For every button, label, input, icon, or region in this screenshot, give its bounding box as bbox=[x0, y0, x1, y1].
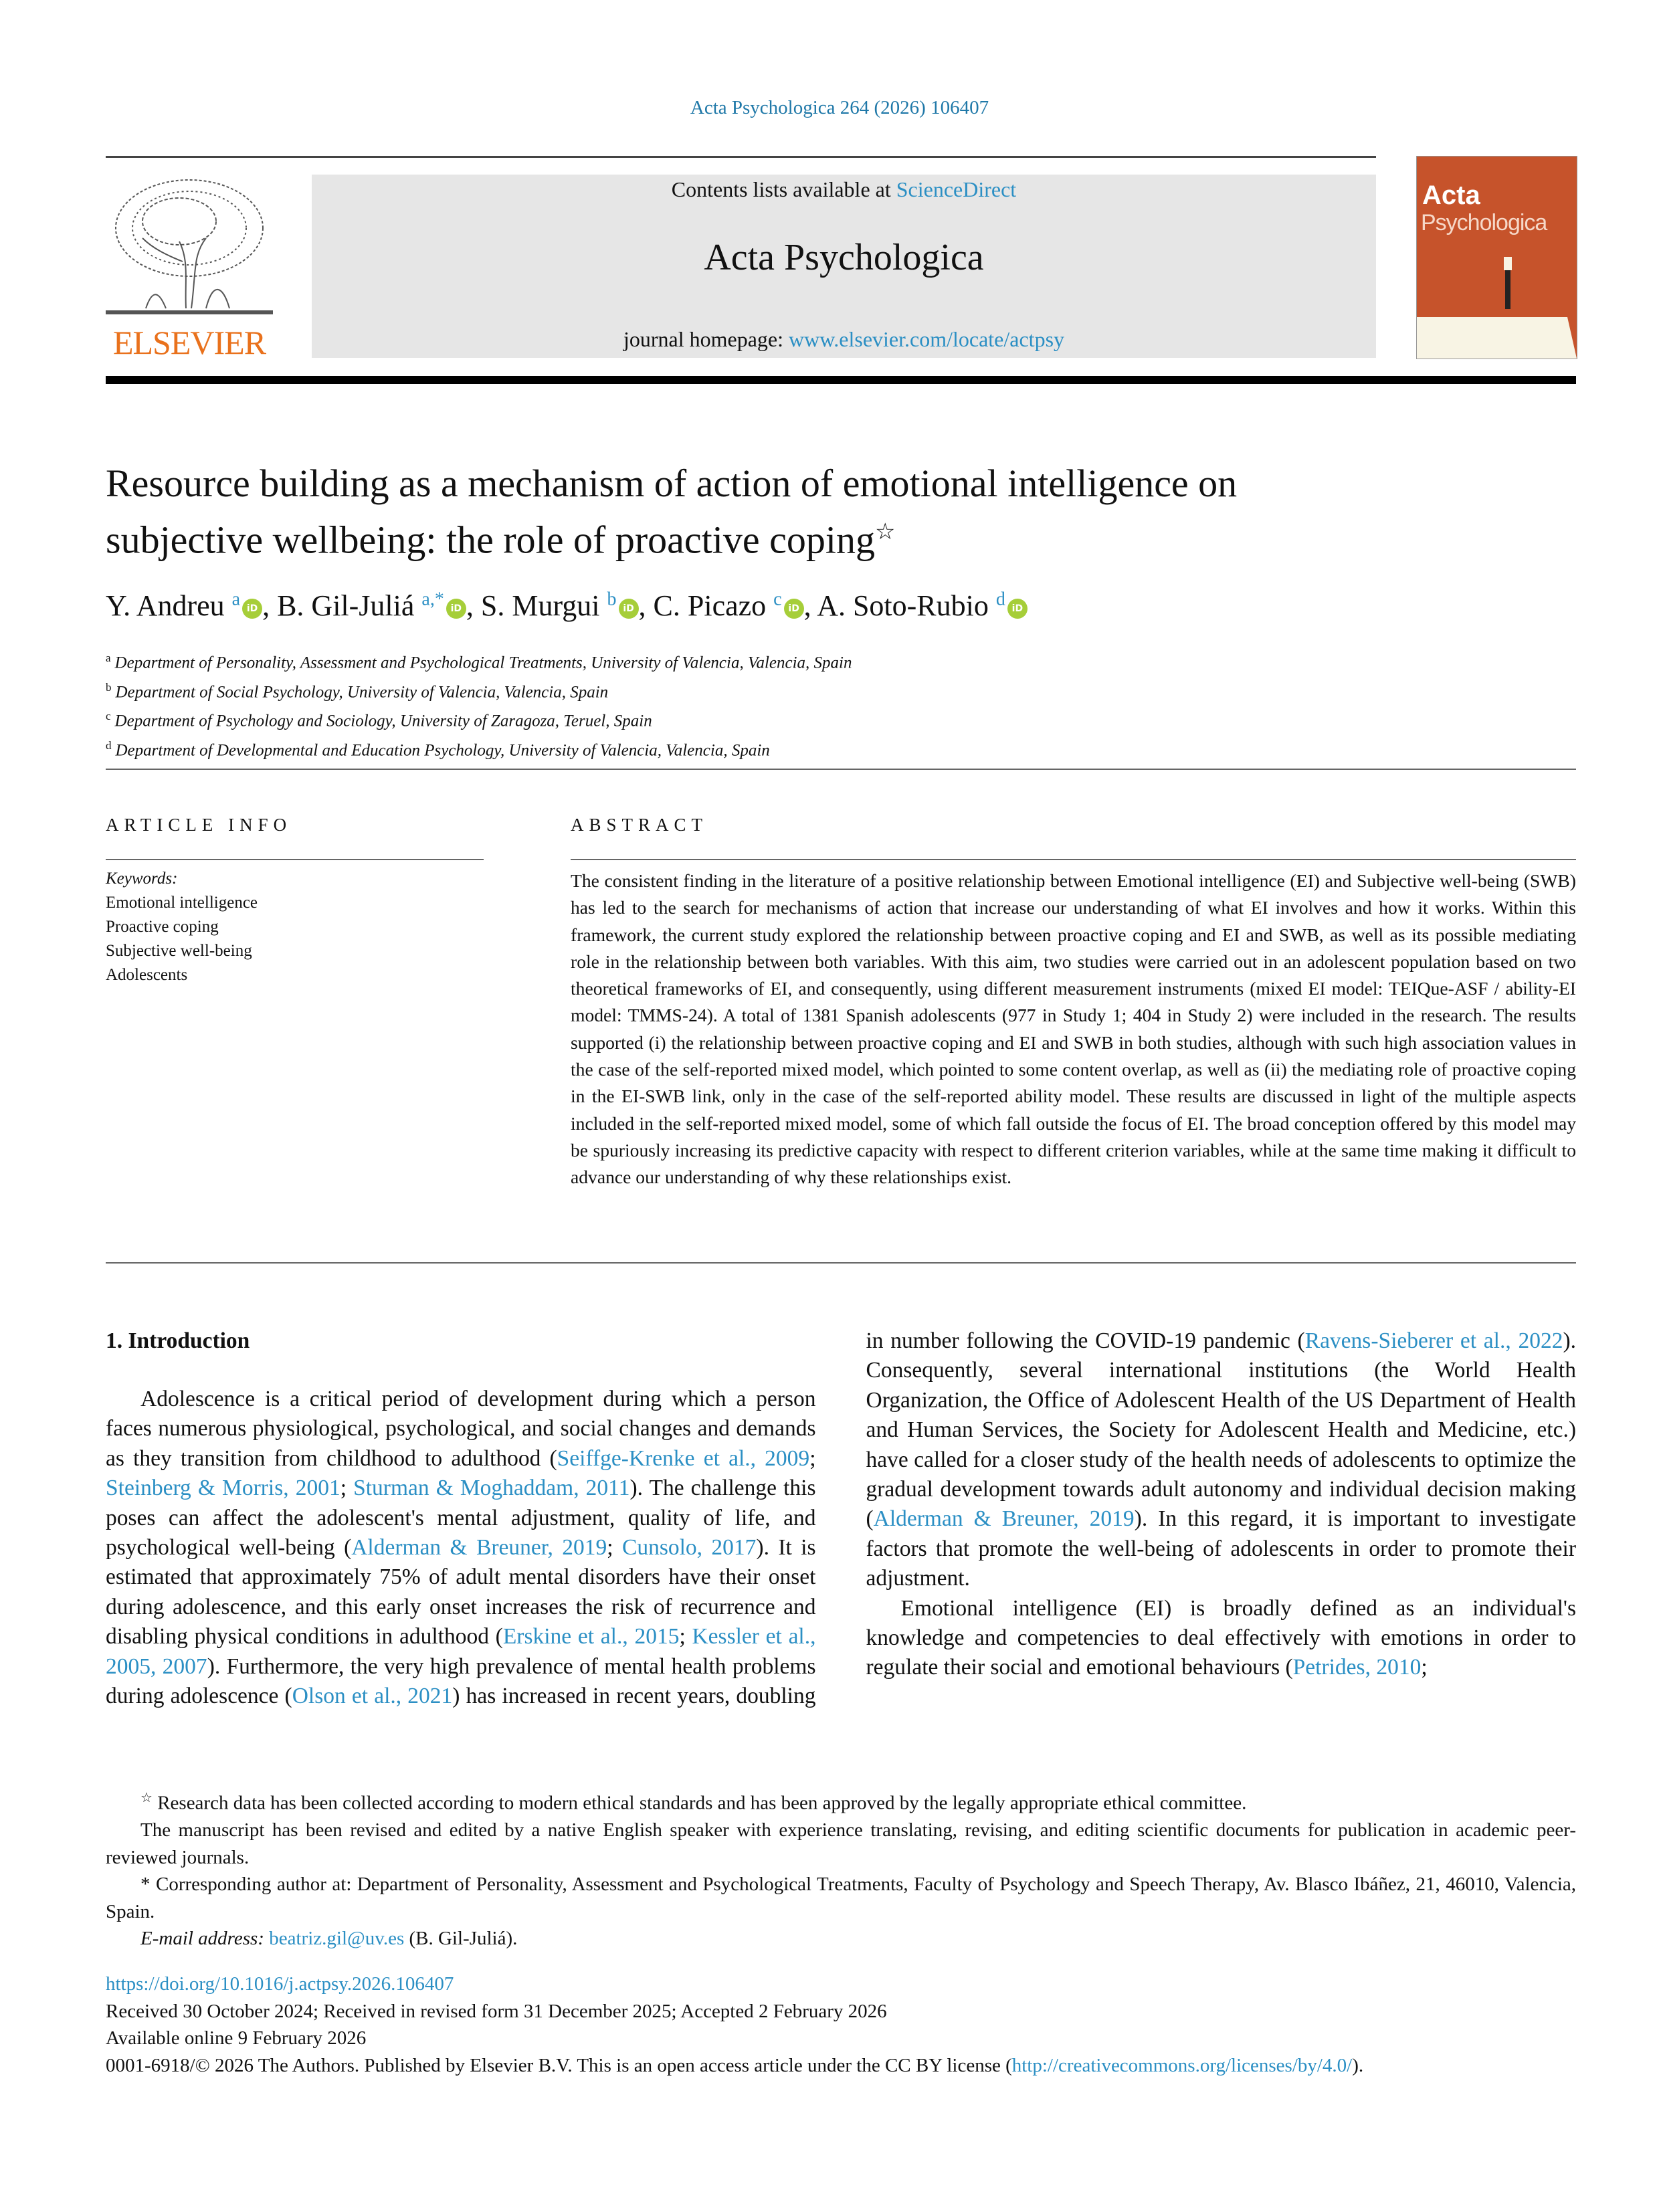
author-affiliation-marker[interactable]: d bbox=[995, 589, 1005, 610]
orcid-icon[interactable]: iD bbox=[242, 599, 262, 619]
divider bbox=[106, 1262, 1576, 1264]
abstract-heading: ABSTRACT bbox=[571, 815, 708, 835]
footnotes bbox=[106, 1785, 1576, 1952]
body-text: ; bbox=[1421, 1655, 1428, 1680]
affiliation-item bbox=[106, 704, 852, 734]
author-name[interactable]: C. Picazo bbox=[653, 589, 767, 622]
keyword-item: Adolescents bbox=[106, 966, 188, 984]
citation-link[interactable]: Petrides, 2010 bbox=[1292, 1655, 1422, 1680]
author-affiliation-marker[interactable]: c bbox=[773, 589, 782, 610]
homepage-link[interactable]: www.elsevier.com/locate/actpsy bbox=[789, 327, 1065, 351]
divider bbox=[571, 859, 1576, 860]
body-text: Adolescence is a critical period of development during which a person faces numerous physiological, psychological, and social changes and demands as they transition from childhood to adulthood ( bbox=[106, 1387, 816, 1471]
divider bbox=[106, 859, 484, 860]
body-text: ). It is estimated that approximately 75% of adult mental disorders have their onset during adolescence, and this early onset increases the risk of recurrence and disabling physical conditions in adulthood ( bbox=[106, 1535, 816, 1649]
homepage-label: journal homepage: bbox=[623, 327, 789, 351]
footnote-star-mark: ☆ bbox=[140, 1791, 153, 1805]
citation-link[interactable]: Olson et al., 2021 bbox=[292, 1684, 453, 1709]
license-link[interactable]: http://creativecommons.org/licenses/by/4.0/ bbox=[1011, 2054, 1353, 2076]
body-text: ). The challenge this poses can affect the adolescent's mental adjustment, quality of life, and psychological well-being ( bbox=[106, 1476, 816, 1561]
author-affiliation-marker[interactable]: a bbox=[231, 589, 241, 610]
citation-link[interactable]: Ravens-Sieberer et al., 2022 bbox=[1304, 1328, 1563, 1353]
author-affiliation-marker[interactable]: b bbox=[607, 589, 617, 610]
citation-link[interactable]: Cunsolo, 2017 bbox=[621, 1535, 757, 1561]
body-text: ). Consequently, several international institutions (the World Health Organization, the Office of Adolescent Health of the US Department of Health and Human Services, the Society for Adolescent Health and Medicine, etc.) have called for a closer study of the health needs of adolescents to optimize the gradual development towards adult autonomy and individual decision making ( bbox=[866, 1328, 1576, 1532]
orcid-icon[interactable]: iD bbox=[446, 599, 466, 619]
abstract-text: The consistent finding in the literature of a positive relationship between Emotional intelligence (EI) and Subjective well-being (SWB) has led to the search for mechanisms of action that increase our understanding of what EI involves and how it works. Within this framework, the current study explored the relationship between proactive coping and EI and SWB, as well as its possible mediating role in the relationship between both variables. With this aim, two studies were carried out in an adolescent population based on two theoretical frameworks of EI, and consequently, using different measurement instruments (mixed EI model: TEIQue-ASF / ability-EI model: TMMS-24). A total of 1381 Spanish adolescents (977 in Study 1; 404 in Study 2) were included in the research. The results supported (i) the relationship between proactive coping and EI and SWB in both studies, although with such high association values in the case of the self-reported mixed model, which pointed to some content overlap, as well as (ii) the mediating role of proactive coping in the EI-SWB link, only in the case of the self-reported ability model. These results are discussed in light of the multiple aspects included in the self-reported mixed model, some of which fall outside the focus of EI. The broad conception offered by this model may be spuriously increasing its predictive capacity with respect to different criterion variables, while at the same time making it difficult to advance our understanding of why these relationships exist. bbox=[571, 870, 1576, 1188]
license-suffix: ). bbox=[1352, 2054, 1364, 2076]
elsevier-logo[interactable] bbox=[106, 175, 273, 362]
affiliation-item bbox=[106, 676, 852, 705]
cover-title-psychologica: Psychologica bbox=[1421, 210, 1547, 235]
citation-link[interactable]: Seiffge-Krenke et al., 2009 bbox=[557, 1445, 810, 1471]
corresponding-text: Corresponding author at: Department of Personality, Assessment and Psychological Treatments, Faculty of Psychology and Speech Therapy, Av. Blasco Ibáñez, 21, 46010, Valencia, Spain. bbox=[106, 1874, 1577, 1922]
elsevier-tree-icon bbox=[106, 175, 273, 318]
affiliation-text: Department of Personality, Assessment and Psychological Treatments, University of Valencia, Valencia, Spain bbox=[114, 653, 852, 672]
body-text: ). Furthermore, the very high prevalence of mental health problems during adolescence ( bbox=[106, 1653, 816, 1709]
title-line-2: subjective wellbeing: the role of proactive coping bbox=[106, 518, 875, 562]
affiliation-text: Department of Social Psychology, University of Valencia, Valencia, Spain bbox=[115, 682, 609, 701]
footnote-corresponding bbox=[106, 1871, 1576, 1925]
footnote-asterisk: * bbox=[140, 1874, 151, 1896]
history-dates: Received 30 October 2024; Received in revised form 31 December 2025; Accepted 2 February 2026 bbox=[106, 2000, 887, 2022]
section-heading-introduction: 1. Introduction bbox=[106, 1328, 250, 1353]
publication-info bbox=[106, 1971, 1576, 2079]
article-info-heading: ARTICLE INFO bbox=[106, 815, 292, 835]
footnote-email bbox=[106, 1925, 1576, 1952]
body-text: ) has increased in recent years, doubling in number following the COVID-19 pandemic ( bbox=[452, 1328, 1305, 1709]
body-text: Emotional intelligence (EI) is broadly defined as an individual's knowledge and competencies to deal effectively with emotions in order to regulate their social and emotional behaviours ( bbox=[866, 1595, 1576, 1680]
citation-link[interactable]: Erskine et al., 2015 bbox=[502, 1624, 680, 1649]
doi-link[interactable]: https://doi.org/10.1016/j.actpsy.2026.106407 bbox=[106, 1973, 454, 1995]
author-name[interactable]: B. Gil-Juliá bbox=[277, 589, 415, 622]
email-link[interactable]: beatriz.gil@uv.es bbox=[269, 1928, 405, 1950]
contents-label: Contents lists available at bbox=[671, 177, 896, 201]
footnote-ethics bbox=[106, 1785, 1576, 1817]
affiliation-text: Department of Psychology and Sociology, University of Zaragoza, Teruel, Spain bbox=[114, 712, 652, 730]
orcid-icon[interactable]: iD bbox=[1007, 599, 1028, 619]
cover-title-acta: Acta bbox=[1422, 181, 1480, 210]
keyword-item: Emotional intelligence bbox=[106, 894, 258, 912]
top-rule bbox=[106, 156, 1376, 158]
affiliation-marker: a bbox=[106, 651, 111, 664]
license-text: 0001-6918/© 2026 The Authors. Published by Elsevier B.V. This is an open access article under the CC BY license ( bbox=[106, 2054, 1012, 2076]
author-name[interactable]: Y. Andreu bbox=[106, 589, 225, 622]
cover-illustration-icon bbox=[1417, 157, 1577, 359]
email-label: E-mail address: bbox=[140, 1928, 264, 1950]
author-list: Y. Andreu $^a$ iD , B. Gil-Juliá $^{a,*}$ iD , S. Murgui $^b$ iD , C. Picazo $^c$ iD , A. Soto-Rubio $^d$ iD bbox=[106, 589, 1028, 623]
citation-link[interactable]: Alderman & Breuner, 2019 bbox=[351, 1535, 607, 1561]
article-body bbox=[106, 1326, 1576, 1724]
citation-link[interactable]: Sturman & Moghaddam, 2011 bbox=[353, 1476, 630, 1501]
title-footnote-star[interactable]: ☆ bbox=[874, 520, 896, 544]
footnote-manuscript: The manuscript has been revised and edited by a native English speaker with experience translating, revising, and editing scientific documents for publication in academic peer-reviewed journals. bbox=[106, 1819, 1576, 1868]
affiliation-item bbox=[106, 646, 852, 676]
license-line bbox=[106, 2052, 1576, 2080]
body-paragraph bbox=[866, 1594, 1577, 1683]
article-title bbox=[106, 459, 1510, 564]
journal-title: Acta Psychologica bbox=[704, 237, 984, 278]
homepage-line bbox=[312, 327, 1376, 352]
keyword-item: Proactive coping bbox=[106, 918, 219, 936]
citation-link[interactable]: Kessler et al., 2005, 2007 bbox=[106, 1624, 816, 1679]
title-line-1: Resource building as a mechanism of action of emotional intelligence on bbox=[106, 462, 1238, 505]
online-date: Available online 9 February 2026 bbox=[106, 2027, 367, 2049]
orcid-icon[interactable]: iD bbox=[784, 599, 804, 619]
body-text: ; bbox=[340, 1476, 354, 1501]
affiliation-marker: b bbox=[106, 680, 112, 694]
author-name[interactable]: A. Soto-Rubio bbox=[817, 589, 989, 622]
citation-link[interactable]: Steinberg & Morris, 2001 bbox=[106, 1476, 340, 1501]
body-text: ; bbox=[809, 1445, 816, 1471]
author-name[interactable]: S. Murgui bbox=[480, 589, 600, 622]
orcid-icon[interactable]: iD bbox=[619, 599, 639, 619]
journal-citation-link[interactable]: Acta Psychologica 264 (2026) 106407 bbox=[690, 97, 989, 118]
body-text: ; bbox=[679, 1624, 692, 1649]
divider bbox=[106, 769, 1576, 770]
contents-line bbox=[312, 177, 1376, 202]
journal-banner bbox=[312, 175, 1376, 358]
affiliation-item bbox=[106, 734, 852, 763]
affiliation-list bbox=[106, 646, 852, 763]
body-text: ). In this regard, it is important to investigate factors that promote the well-being of adolescents in order to promote their adjustment. bbox=[866, 1506, 1577, 1591]
keyword-item: Subjective well-being bbox=[106, 942, 252, 960]
body-text: ; bbox=[607, 1535, 622, 1561]
affiliation-text: Department of Developmental and Education Psychology, University of Valencia, Valencia, Spain bbox=[115, 741, 770, 760]
journal-cover-thumbnail[interactable] bbox=[1416, 156, 1577, 359]
affiliation-marker: c bbox=[106, 710, 111, 723]
sciencedirect-link[interactable]: ScienceDirect bbox=[896, 177, 1017, 201]
citation-link[interactable]: Alderman & Breuner, 2019 bbox=[873, 1506, 1135, 1532]
author-affiliation-marker[interactable]: a,* bbox=[421, 589, 444, 610]
affiliation-marker: d bbox=[106, 738, 112, 752]
header-bar bbox=[106, 376, 1576, 384]
elsevier-wordmark: ELSEVIER bbox=[112, 324, 266, 361]
footnote-ethics-text: Research data has been collected according to modern ethical standards and has been approved by the legally appropriate ethical committee. bbox=[157, 1792, 1247, 1814]
keywords-label: Keywords: bbox=[106, 870, 178, 888]
keywords-block bbox=[106, 867, 258, 987]
email-owner: (B. Gil-Juliá). bbox=[404, 1928, 518, 1950]
